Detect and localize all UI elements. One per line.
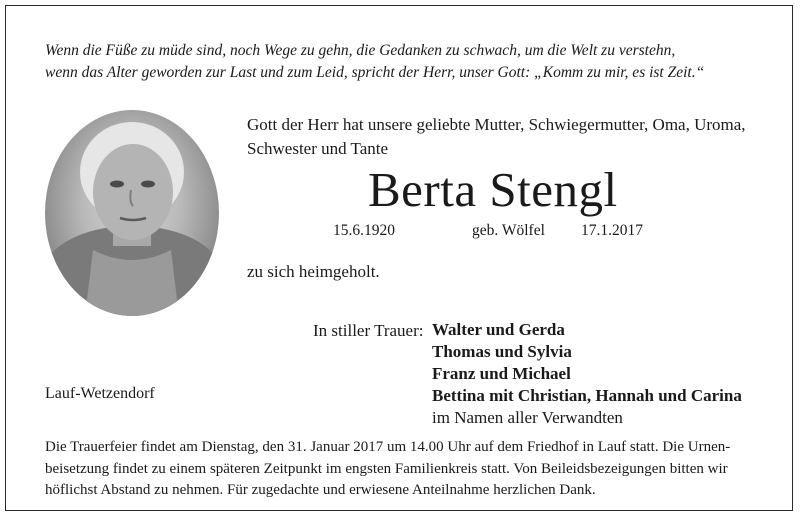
poem (45, 40, 765, 84)
death-date: 17.1.2017 (581, 222, 643, 239)
mourner-name: Walter und Gerda (432, 320, 565, 339)
funeral-notice (45, 437, 765, 502)
intro-line: Schwester und Tante (247, 139, 389, 158)
intro-line: Gott der Herr hat unsere geliebte Mutter, Schwiegermutter, Oma, Uroma, (247, 115, 746, 134)
place-name: Lauf-Wetzendorf (45, 385, 155, 402)
mourners-list (432, 319, 742, 429)
mourning-label: In stiller Trauer: (313, 321, 424, 340)
portrait-photo (45, 110, 219, 316)
portrait-photo-icon (45, 110, 219, 316)
notice-line: Die Trauerfeier findet am Dienstag, den 31. Januar 2017 um 14.00 Uhr auf dem Friedhof in Lauf statt. Die Urnen- (45, 439, 731, 455)
mourner-name: Bettina mit Christian, Hannah und Carina (432, 386, 742, 405)
home-text: zu sich heimgeholt. (247, 262, 380, 281)
birth-date: 15.6.1920 (333, 222, 395, 239)
notice-line: höflichst Abstand zu nehmen. Für zugedachte und erwiesene Anteilnahme herzlichen Dank. (45, 482, 596, 498)
maiden-name: geb. Wölfel (472, 222, 545, 239)
mourner-name: Franz und Michael (432, 364, 571, 383)
notice-line: beisetzung findet zu einem späteren Zeitpunkt im engsten Familienkreis statt. Von Beileidsbezeigungen bitten wir (45, 460, 728, 477)
intro-text (247, 113, 767, 161)
mourner-name: Thomas und Sylvia (432, 342, 572, 361)
poem-line: wenn das Alter geworden zur Last und zum Leid, spricht der Herr, unser Gott: „Komm zu mir, es ist Zeit.“ (45, 64, 705, 81)
deceased-name: Berta Stengl (368, 162, 618, 217)
poem-line: Wenn die Füße zu müde sind, noch Wege zu gehn, die Gedanken zu schwach, um die Welt zu verstehn, (45, 42, 676, 59)
relatives-line: im Namen aller Verwandten (432, 408, 623, 427)
